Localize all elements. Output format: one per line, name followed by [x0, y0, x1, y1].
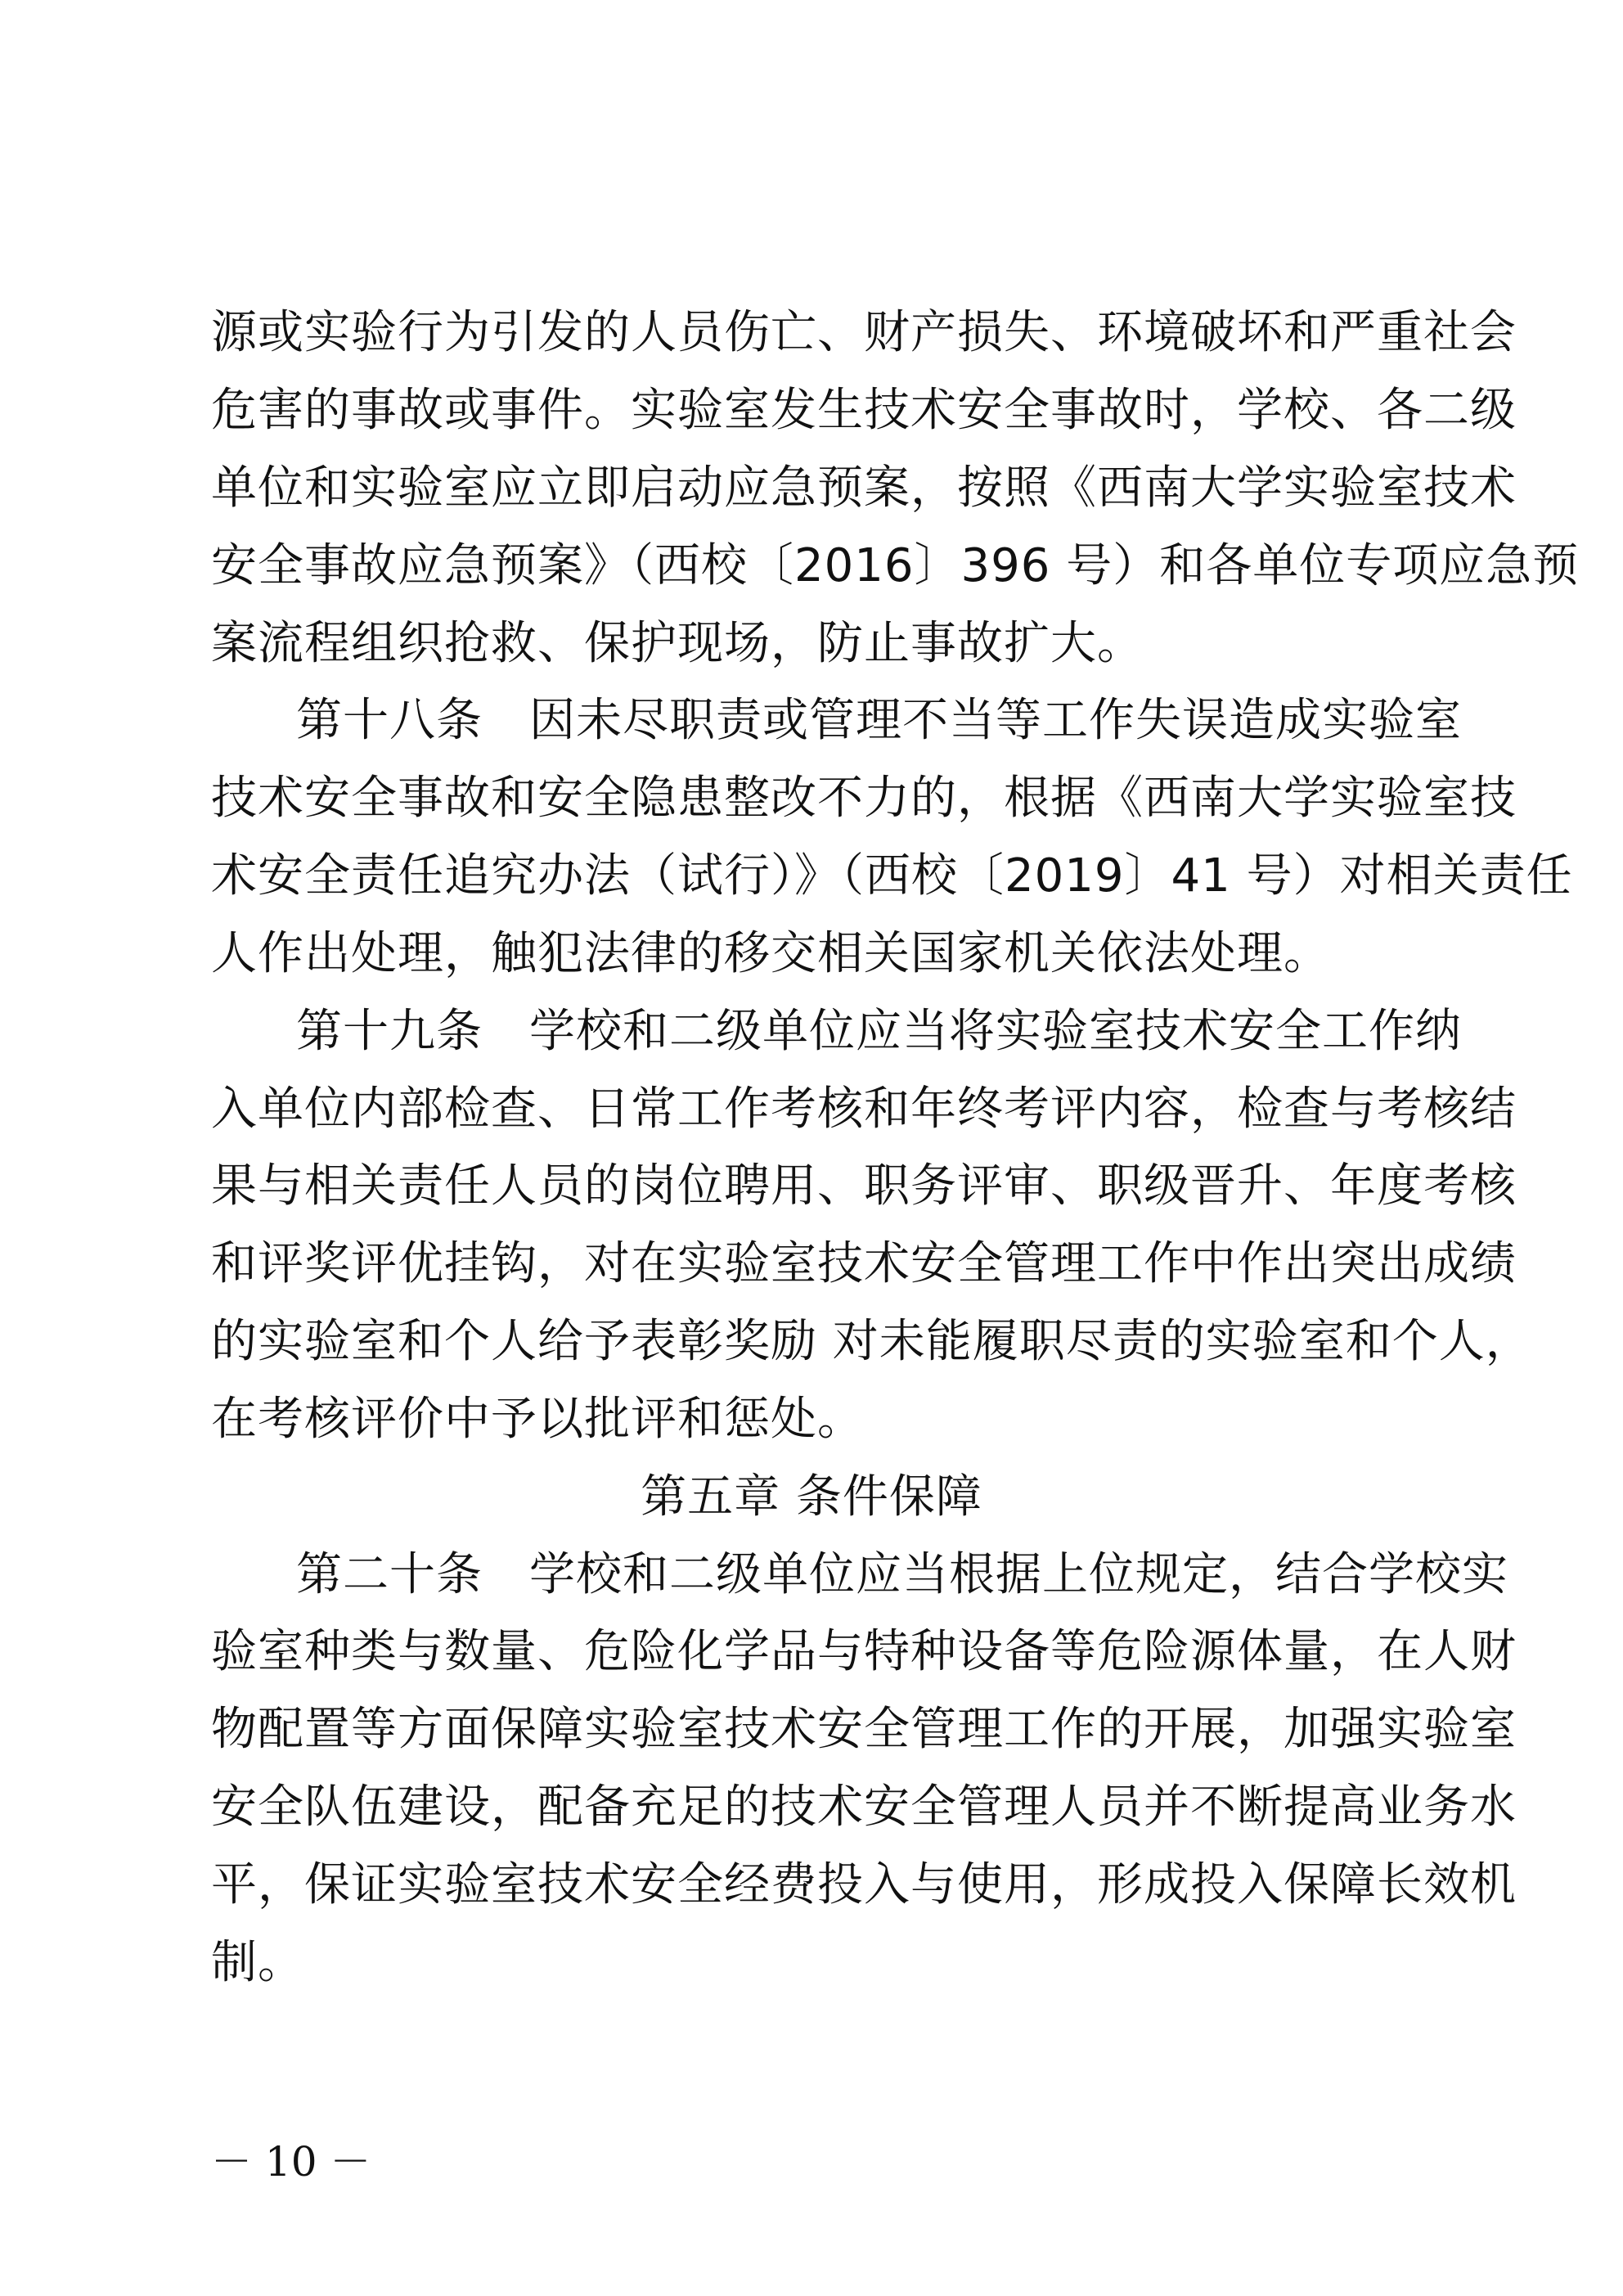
body-text-line: 验室种类与数量、危险化学品与特种设备等危险源体量，在人财: [211, 1625, 1517, 1678]
body-text-line: 在考核评价中予以批评和惩处。: [211, 1393, 864, 1446]
article-18-first-line: 第十八条 因未尽职责或管理不当等工作失误造成实验室: [296, 694, 1462, 747]
body-text-line: 平，保证实验室技术安全经费投入与使用，形成投入保障长效机: [211, 1858, 1517, 1911]
body-text-line: 单位和实验室应立即启动应急预案，按照《西南大学实验室技术: [211, 461, 1517, 515]
body-text-line: 技术安全事故和安全隐患整改不力的，根据《西南大学实验室技: [211, 772, 1517, 825]
body-text-line: 制。: [211, 1936, 304, 1989]
body-text-line: 危害的事故或事件。实验室发生技术安全事故时，学校、各二级: [211, 384, 1517, 437]
body-text-line: 的实验室和个人给予表彰奖励 对未能履职尽责的实验室和个人，: [211, 1315, 1532, 1368]
body-text-line: 安全队伍建设，配备充足的技术安全管理人员并不断提高业务水: [211, 1781, 1517, 1834]
article-20-first-line: 第二十条 学校和二级单位应当根据上位规定，结合学校实: [296, 1548, 1508, 1601]
body-text-line: 人作出处理，触犯法律的移交相关国家机关依法处理。: [211, 927, 1330, 980]
body-text-line: 果与相关责任人员的岗位聘用、职务评审、职级晋升、年度考核: [211, 1159, 1517, 1213]
body-text-line: 源或实验行为引发的人员伤亡、财产损失、环境破坏和严重社会: [211, 306, 1517, 359]
body-text-line: 安全事故应急预案》（西校〔2016〕396 号）和各单位专项应急预: [211, 539, 1580, 592]
chapter-heading: 第五章 条件保障: [641, 1470, 982, 1524]
body-text-line: 物配置等方面保障实验室技术安全管理工作的开展，加强实验室: [211, 1703, 1517, 1756]
body-text-line: 入单位内部检查、日常工作考核和年终考评内容，检查与考核结: [211, 1083, 1517, 1136]
article-19-first-line: 第十九条 学校和二级单位应当将实验室技术安全工作纳: [296, 1005, 1462, 1058]
body-text-line: 案流程组织抢救、保护现场，防止事故扩大。: [211, 617, 1144, 670]
body-text-line: 和评奖评优挂钩，对在实验室技术安全管理工作中作出突出成绩: [211, 1237, 1517, 1290]
body-text-line: 术安全责任追究办法（试行）》（西校〔2019〕41 号）对相关责任: [211, 849, 1573, 903]
page-number: － 10 －: [211, 2138, 371, 2186]
